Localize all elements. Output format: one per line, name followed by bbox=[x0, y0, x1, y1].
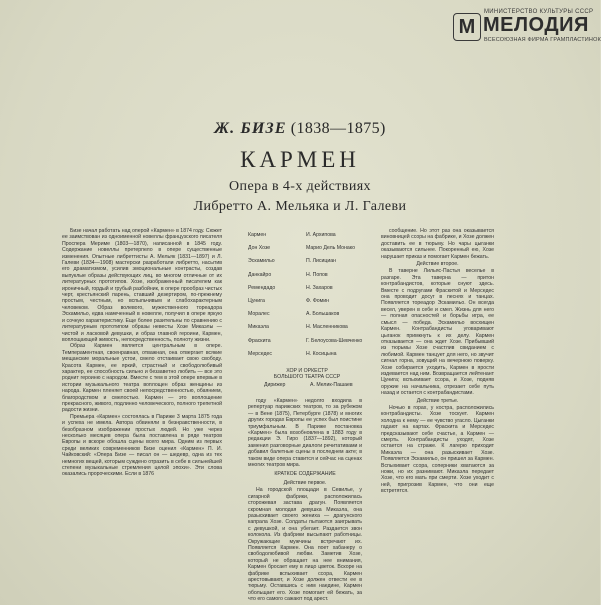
melodiya-logo bbox=[453, 5, 601, 47]
cast-row bbox=[248, 324, 366, 337]
cast-row bbox=[248, 298, 366, 311]
cast-performer: Ф. Фомин bbox=[306, 297, 329, 304]
logo-brand-text: МЕЛОДИЯ bbox=[483, 14, 589, 36]
cast-performer: А. Большаков bbox=[306, 311, 340, 318]
intro-column bbox=[62, 228, 222, 563]
cast-performer: Н. Косицына bbox=[306, 350, 337, 357]
composer-years: (1838—1875) bbox=[290, 120, 386, 137]
melodiya-mark-icon: М bbox=[453, 13, 481, 41]
libretto-credit: Либретто А. Мельяка и Л. Галеви bbox=[193, 199, 407, 214]
cast-performer: П. Лисициан bbox=[306, 258, 337, 265]
act1-paragraph: На городской площади в Севилье, у сигарной фабрики, расположилась сторожевая застава драгун. Появляется скромная молодая девушка Микаэла, она разыскивает своего жениха — драгунского капрала Хозе. Солдаты пытаются заигрывать с девушкой, и она убегает. Раздается звон колокола. Из фабрики высыпают работницы. Окружающие мужчины встречают их. Появляется Кармен. Она поет хабанеру о свободолюбивой любви. Заметив Хозе, который не обращает на нее внимания, Кармен бросает ему в лицо цветок. Вскоре на фабрике вспыхивает ссора, Кармен арестовывают, и Хозе должен отвести ее в тюрьму. Оставшись с ним наедине, Кармен обольщает его. Хозе помогает ей бежать, за что его самого сажают под арест. bbox=[248, 487, 362, 603]
choir-orchestra-line: ХОР И ОРКЕСТР bbox=[286, 368, 328, 374]
intro-paragraph: Образ Кармен является центральным в опере. Темпераментная, своенравная, отважная, она отвергает всякие мещанские моральные устои, смело отстаивает свою свободу. Красота Кармен, ее яркий, страстный и свободолюбивый характер, ее способность сильно и беззаветно любить — все это роднит героиню с народом. Вместе с тем в этой опере впервые в истории музыкального театра воплощен образ женщины из народа. Кармен пленяет своей непосредственностью, обаянием, благородством и смелостью. Кармен — это воплощение прекрасного, живого, подлинно человеческого, полного трепетной радости жизни. bbox=[62, 343, 222, 414]
cast-list bbox=[248, 232, 366, 364]
cast-row bbox=[248, 232, 366, 245]
cast-performer: Марио Дель Монако bbox=[306, 245, 355, 252]
cast-role: Мерседес bbox=[248, 350, 273, 357]
logo-sub-text: ВСЕСОЮЗНАЯ ФИРМА ГРАМПЛАСТИНОК bbox=[484, 37, 601, 43]
act1-end-paragraph: сообщение. Но этот раз она оказывается виновницей ссоры на фабрике, и Хозе должен доставить ее в тюрьму. Но чары цыганки оказываются сильнее. Покоренный ею, Хозе нарушает приказ и помогает Кармен бежать. bbox=[381, 228, 494, 260]
composer-line bbox=[0, 120, 600, 138]
cast-row bbox=[248, 258, 366, 271]
act3-paragraph: Ночью в горах, у костра, расположились контрабандисты. Хозе тоскует. Кармен холодна к нему — ее чувство угасло. Цыганки гадают на картах. Фраскита и Мерседес предсказывают себе счастье, а Кармен — смерть. Контрабандисты уходят, Хозе остается на страже. К лагерю приходит Микаэла — она разыскивает Хозе. Появляется Эскамильо, он пришел за Кармен. Вспыхивает ссора, соперники хватаются за ножи, но их разнимают. Микаэла передает Хозе, что его мать при смерти. Хозе уходит с ней, пригрозив Кармен, что они еще встретятся. bbox=[381, 404, 494, 495]
cast-row bbox=[248, 272, 366, 285]
act2-heading: Действие второе. bbox=[416, 261, 459, 268]
opera-subtitle: Опера в 4-х действиях bbox=[229, 179, 371, 194]
theatre-line: БОЛЬШОГО ТЕАТРА СССР bbox=[273, 374, 341, 381]
cast-performer: И. Архипова bbox=[306, 232, 336, 238]
cast-performer: Н. Захаров bbox=[306, 284, 333, 291]
right-column bbox=[381, 228, 494, 568]
intro-paragraph: Бизе начал работать над оперой «Кармен» в 1874 году. Сюжет ее заимствован из одноименной новеллы французского писателя Проспера Мериме (1803—1870), написанной в 1845 году. Содержание новеллы претерпело в опере существенные изменения. Опытные либреттисты А. Мельяк (1831—1897) и Л. Галеви (1834—1908) мастерски разработали либретто, насытив его драматизмом, усилив эмоциональные контрасты, создав выпуклые образы действующих лиц, во многом отличные от их литературных прототипов. Хозе, изображенный писателем как ироничный, гордый и грубый разбойник, в опере прообраз чистых черт, крестьянский парень, ставший дезертиром, по-прежнему простым, честным, но вспыльчивым и слабохарактерным человеком. Образ волевого, мужественного тореадора Эскамильо, едва намеченный в новелле, получил в опере яркую и сочную характеристику. Еще более разительны по сравнению с литературным прототипом образы невесты Хозе Микаэлы — чистой и ласковой девушки, и образ главной героини, Кармен, воплощающей живость, непосредственность, полноту жизни. bbox=[62, 228, 222, 343]
intro-paragraph: Премьера «Кармен» состоялась в Париже 3 марта 1875 года и успеха не имела. Автора обвиняли в безнравственности, в безобразном изображении простых людей. Но уже через несколько месяцев опера была поставлена в ряде театров Европы и вскоре обошла сцены всего мира. Одним из первых среди великих современников Бизе оценил «Кармен» П. И. Чайковский: «Опера Бизе — писал он — шедевр, одна из тех немногих вещей, которым суждено отразить в себе в сильнейшей степени музыкальные стремления целой эпохи». Эти слова оказались пророческими. Если в 1876 bbox=[62, 413, 222, 478]
conductor-label: Дирижер bbox=[264, 382, 286, 388]
cast-performer: Г. Белоусова-Шевченко bbox=[306, 337, 363, 344]
cast-role: Цунига bbox=[248, 297, 265, 304]
composer-name: Ж. БИЗЕ bbox=[214, 120, 287, 137]
conductor-name: А. Мелик-Пашаев bbox=[310, 382, 353, 388]
cast-role: Данкайро bbox=[248, 271, 272, 278]
middle-column bbox=[248, 398, 362, 603]
logo-ministry-text: МИНИСТЕРСТВО КУЛЬТУРЫ СССР bbox=[484, 9, 594, 15]
cast-performer: Н. Попов bbox=[306, 271, 328, 278]
history-paragraph: году «Кармен» недолго входила в репертуар парижских театров, то за рубежом — в Вене (1875), Петербурге (1878) и многих других городах Европы ее успех был поистине триумфальным. В Париже постановка «Кармен» была возобновлена в 1883 году в редакции Э. Гиро (1837—1892), который заменил разговорные диалоги речитативами и добавил балетные сцены в последнем акте; в таком виде опера ставится и сейчас на сценах многих театров мира. bbox=[248, 398, 362, 469]
cast-role: Микаэла bbox=[248, 324, 269, 331]
ensemble-credits bbox=[248, 368, 366, 381]
cast-row bbox=[248, 285, 366, 298]
cast-row bbox=[248, 311, 366, 324]
act3-heading: Действие третье. bbox=[416, 397, 459, 404]
cast-performer: Н. Масленникова bbox=[306, 324, 348, 331]
cast-role: Фраскита bbox=[248, 337, 271, 344]
cast-row bbox=[248, 338, 366, 351]
act1-heading: Действие первое. bbox=[283, 479, 327, 486]
cast-row bbox=[248, 245, 366, 258]
cast-role: Моралес bbox=[248, 311, 270, 318]
cast-role: Ремендадо bbox=[248, 284, 276, 291]
opera-title: КАРМЕН bbox=[240, 147, 360, 172]
cast-row bbox=[248, 351, 366, 364]
summary-heading: КРАТКОЕ СОДЕРЖАНИЕ bbox=[274, 471, 336, 478]
cast-role: Кармен bbox=[248, 232, 267, 238]
cast-role: Дон Хозе bbox=[248, 245, 271, 252]
cast-role: Эскамильо bbox=[248, 258, 275, 265]
act2-paragraph: В таверне Лильяс-Пастья веселье в разгаре. Эта таверна — притон контрабандистов, которые снуют здесь. Вместе с подругами Фраскитой и Мерседес она проводит досуг в песнях и танцах. Появляется тореадор Эскамильо. Он всегда весел, уверен в себе и смел. Жизнь для него — полная опасностей и борьбы игра, ее смысл — победа. Эскамильо восхищен Кармен. Контрабандисты уговаривают цыганок примкнуть к их делу. Кармен отказывается — она ждет Хозе. Прибывший из тюрьмы Хозе счастлив свиданием с любимой. Кармен танцует для него, но звучит сигнал горна, зовущий на вечернюю поверку. Хозе собирается уходить, Кармен в ярости издевается над ним. Возвращается лейтенант Цунига; вспыхивает ссора, и Хозе, подняв оружие на начальника, отрезает себе путь назад и остается с контрабандистами. bbox=[381, 268, 494, 397]
